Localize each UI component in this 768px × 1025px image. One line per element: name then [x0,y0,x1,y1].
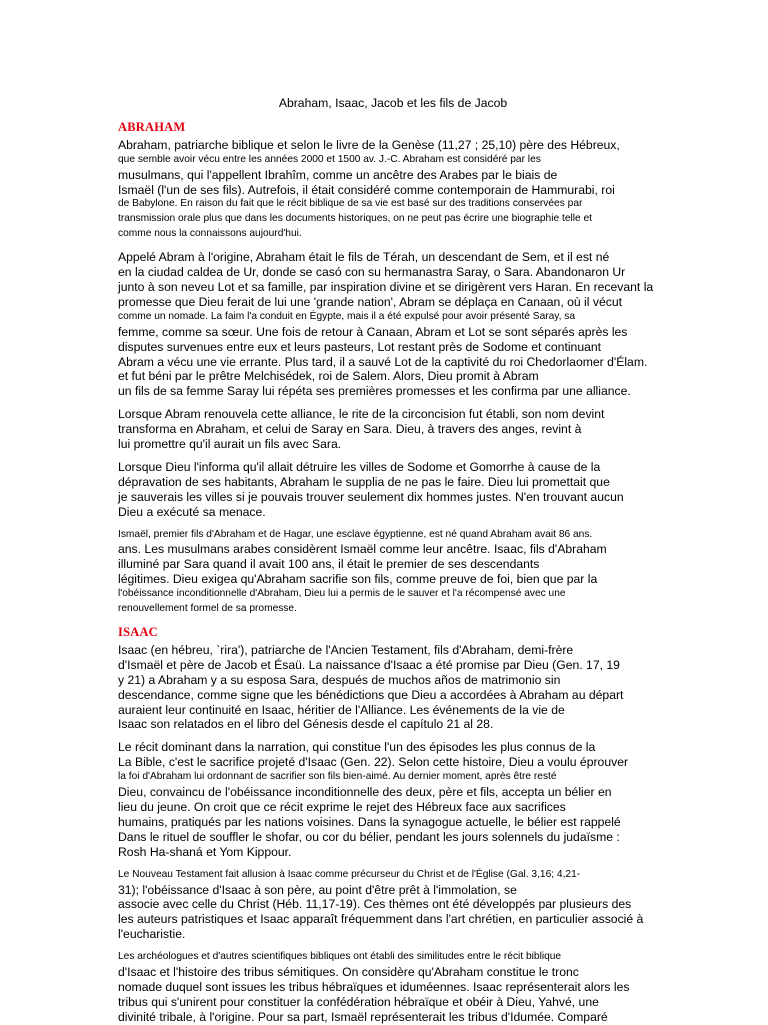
text-line: l'eucharistie. [118,927,186,942]
text-line: un fils de sa femme Saray lui répéta ses premières promesses et les confirma par une alliance. [118,384,631,399]
text-line: en la ciudad caldea de Ur, donde se casó con su hermanastra Saray, o Sara. Abandonaron Ur [118,265,626,280]
text-line: et fut béni par le prêtre Melchisédek, roi de Salem. Alors, Dieu promit à Abram [118,369,539,384]
text-line: La Bible, c'est le sacrifice projeté d'Isaac (Gen. 22). Selon cette histoire, Dieu a voulu éprouver [118,755,629,770]
text-line: Le récit dominant dans la narration, qui constitue l'un des épisodes les plus connus de la [118,740,596,755]
document-title: Abraham, Isaac, Jacob et les fils de Jacob [278,96,508,110]
section-isaac [118,625,668,1025]
text-line: je sauverais les villes si je pouvais trouver seulement dix hommes justes. N'en trouvant aucun [118,489,624,504]
text-line: lui promettre qu'il aurait un fils avec Sara. [118,437,342,452]
text-line: auraient leur continuité en Isaac, héritier de l'Alliance. Les événements de la vie de [118,702,565,717]
text-line: nomade duquel sont issues les tribus hébraïques et iduméennes. Isaac représenterait alors les [118,979,630,994]
text-line: Le Nouveau Testament fait allusion à Isaac comme précurseur du Christ et de l'Église (Gal. 3,16; 4,21- [118,868,581,880]
section-abraham [118,120,668,617]
text-line: promesse que Dieu ferait de lui une 'grande nation', Abram se déplaça en Canaan, où il vécut [118,294,622,309]
text-line: femme, comme sa sœur. Une fois de retour à Canaan, Abram et Lot se sont séparés après les [118,324,628,339]
text-line: lieu du jeune. On croit que ce récit exprime le rejet des Hébreux face aux sacrifices [118,799,566,814]
section-heading: ABRAHAM [118,119,186,134]
paragraph [118,528,668,617]
paragraph [118,740,668,859]
text-line: Isaac son relatados en el libro del Génesis desde el capítulo 21 al 28. [118,717,494,732]
paragraph [118,138,668,242]
text-line: divinité tribale, à l'origine. Pour sa part, Ismaël représenterait les tribus d'Idumée. Comparé [118,1009,608,1024]
text-line: Lorsque Dieu l'informa qu'il allait détruire les villes de Sodome et Gomorrhe à cause de la [118,459,601,474]
paragraph [118,868,668,943]
text-line: Abram a vécu une vie errante. Plus tard, il a sauvé Lot de la captivité du roi Chedorlaomer d'Élam. [118,354,648,369]
text-line: Isaac (en hébreu, `rira'), patriarche de l'Ancien Testament, fils d'Abraham, demi-frère [118,642,574,657]
text-line: légitimes. Dieu exigea qu'Abraham sacrifie son fils, comme preuve de foi, bien que par la [118,572,598,587]
text-line: d'Isaac et l'histoire des tribus sémitiques. On considère qu'Abraham constitue le tronc [118,965,579,980]
paragraph [118,407,668,452]
text-line: Rosh Ha-shaná et Yom Kippour. [118,844,292,859]
text-line: illuminé par Sara quand il avait 100 ans, il était le premier de ses descendants [118,557,540,572]
text-line: renouvellement formel de sa promesse. [118,603,297,615]
text-line: junto à son neveu Lot et sa famille, par inspiration divine et se dirigèrent vers Haran. En recevant la [118,279,654,294]
text-line: musulmans, qui l'appellent Ibrahîm, comme un ancêtre des Arabes par le biais de [118,167,558,182]
text-line: d'Ismaël et père de Jacob et Ésaü. La naissance d'Isaac a été promise par Dieu (Gen. 17, 19 [118,657,620,672]
paragraph [118,643,668,732]
text-line: Dieu a exécuté sa menace. [118,504,266,519]
text-line: l'obéissance inconditionnelle d'Abraham, Dieu lui a permis de le sauver et l'a récompensé avec une [118,588,566,600]
text-line: disputes survenues entre eux et leurs pasteurs, Lot restant près de Sodome et continuant [118,339,602,354]
text-line: Les archéologues et d'autres scientifiques bibliques ont établi des similitudes entre le récit biblique [118,951,562,963]
paragraph [118,250,668,399]
text-line: Dans le rituel de souffler le shofar, ou cor du bélier, pendant les jours solennels du judaïsme : [118,829,620,844]
text-line: ans. Les musulmans arabes considèrent Ismaël comme leur ancêtre. Isaac, fils d'Abraham [118,542,607,557]
text-line: Dieu, convaincu de l'obéissance inconditionnelle des deux, père et fils, accepta un bélier en [118,785,612,800]
text-line: descendance, comme signe que les bénédictions que Dieu a accordées à Abraham au départ [118,687,624,702]
text-line: Ismaël, premier fils d'Abraham et de Hagar, une esclave égyptienne, est né quand Abraham avait 86 ans. [118,528,593,540]
text-line: 31); l'obéissance d'Isaac à son père, au point d'être prêt à l'immolation, se [118,882,517,897]
text-line: dépravation de ses habitants, Abraham le supplia de ne pas le faire. Dieu lui promettait que [118,474,610,489]
paragraph [118,460,668,520]
text-line: Ismaël (l'un de ses fils). Autrefois, il était considéré comme contemporain de Hammurabi, roi [118,182,615,197]
text-line: que semble avoir vécu entre les années 2000 et 1500 av. J.-C. Abraham est considéré par les [118,153,541,165]
text-line: Lorsque Abram renouvela cette alliance, le rite de la circoncision fut établi, son nom devint [118,407,605,422]
text-line: Appelé Abram à l'origine, Abraham était le fils de Térah, un descendant de Sem, et il est né [118,250,610,265]
section-heading: ISAAC [118,625,158,639]
text-line: associe avec celle du Christ (Héb. 11,17-19). Ces thèmes ont été développés par plusieurs des [118,897,632,912]
text-line: Abraham, patriarche biblique et selon le livre de la Genèse (11,27 ; 25,10) père des Hébreux, [118,137,620,152]
text-line: transforma en Abraham, et celui de Saray en Sara. Dieu, à travers des anges, revint à [118,422,582,437]
text-line: humains, pratiqués par les nations voisines. Dans la synagogue actuelle, le bélier est rappelé [118,814,621,829]
text-line: comme nous la connaissons aujourd'hui. [118,228,302,240]
text-line: les auteurs patristiques et Isaac apparaît fréquemment dans l'art chrétien, en particulier associé à [118,912,644,927]
paragraph [118,950,668,1025]
text-line: de Babylone. En raison du fait que le récit biblique de sa vie est basé sur des traditions conservées par [118,198,583,210]
text-line: la foi d'Abraham lui ordonnant de sacrifier son fils bien-aimé. Au dernier moment, après être resté [118,771,557,783]
text-line: comme un nomade. La faim l'a conduit en Égypte, mais il a été expulsé pour avoir présenté Saray, sa [118,310,576,322]
text-line: y 21) a Abraham y a su esposa Sara, después de muchos años de matrimonio sin [118,672,561,687]
text-line: transmission orale plus que dans les documents historiques, on ne peut pas écrire une biographie telle et [118,213,593,225]
document-body [118,120,668,1025]
text-line: tribus qui s'unirent pour constituer la confédération hébraïque et obéir à Dieu, Yahvé, une [118,994,599,1009]
